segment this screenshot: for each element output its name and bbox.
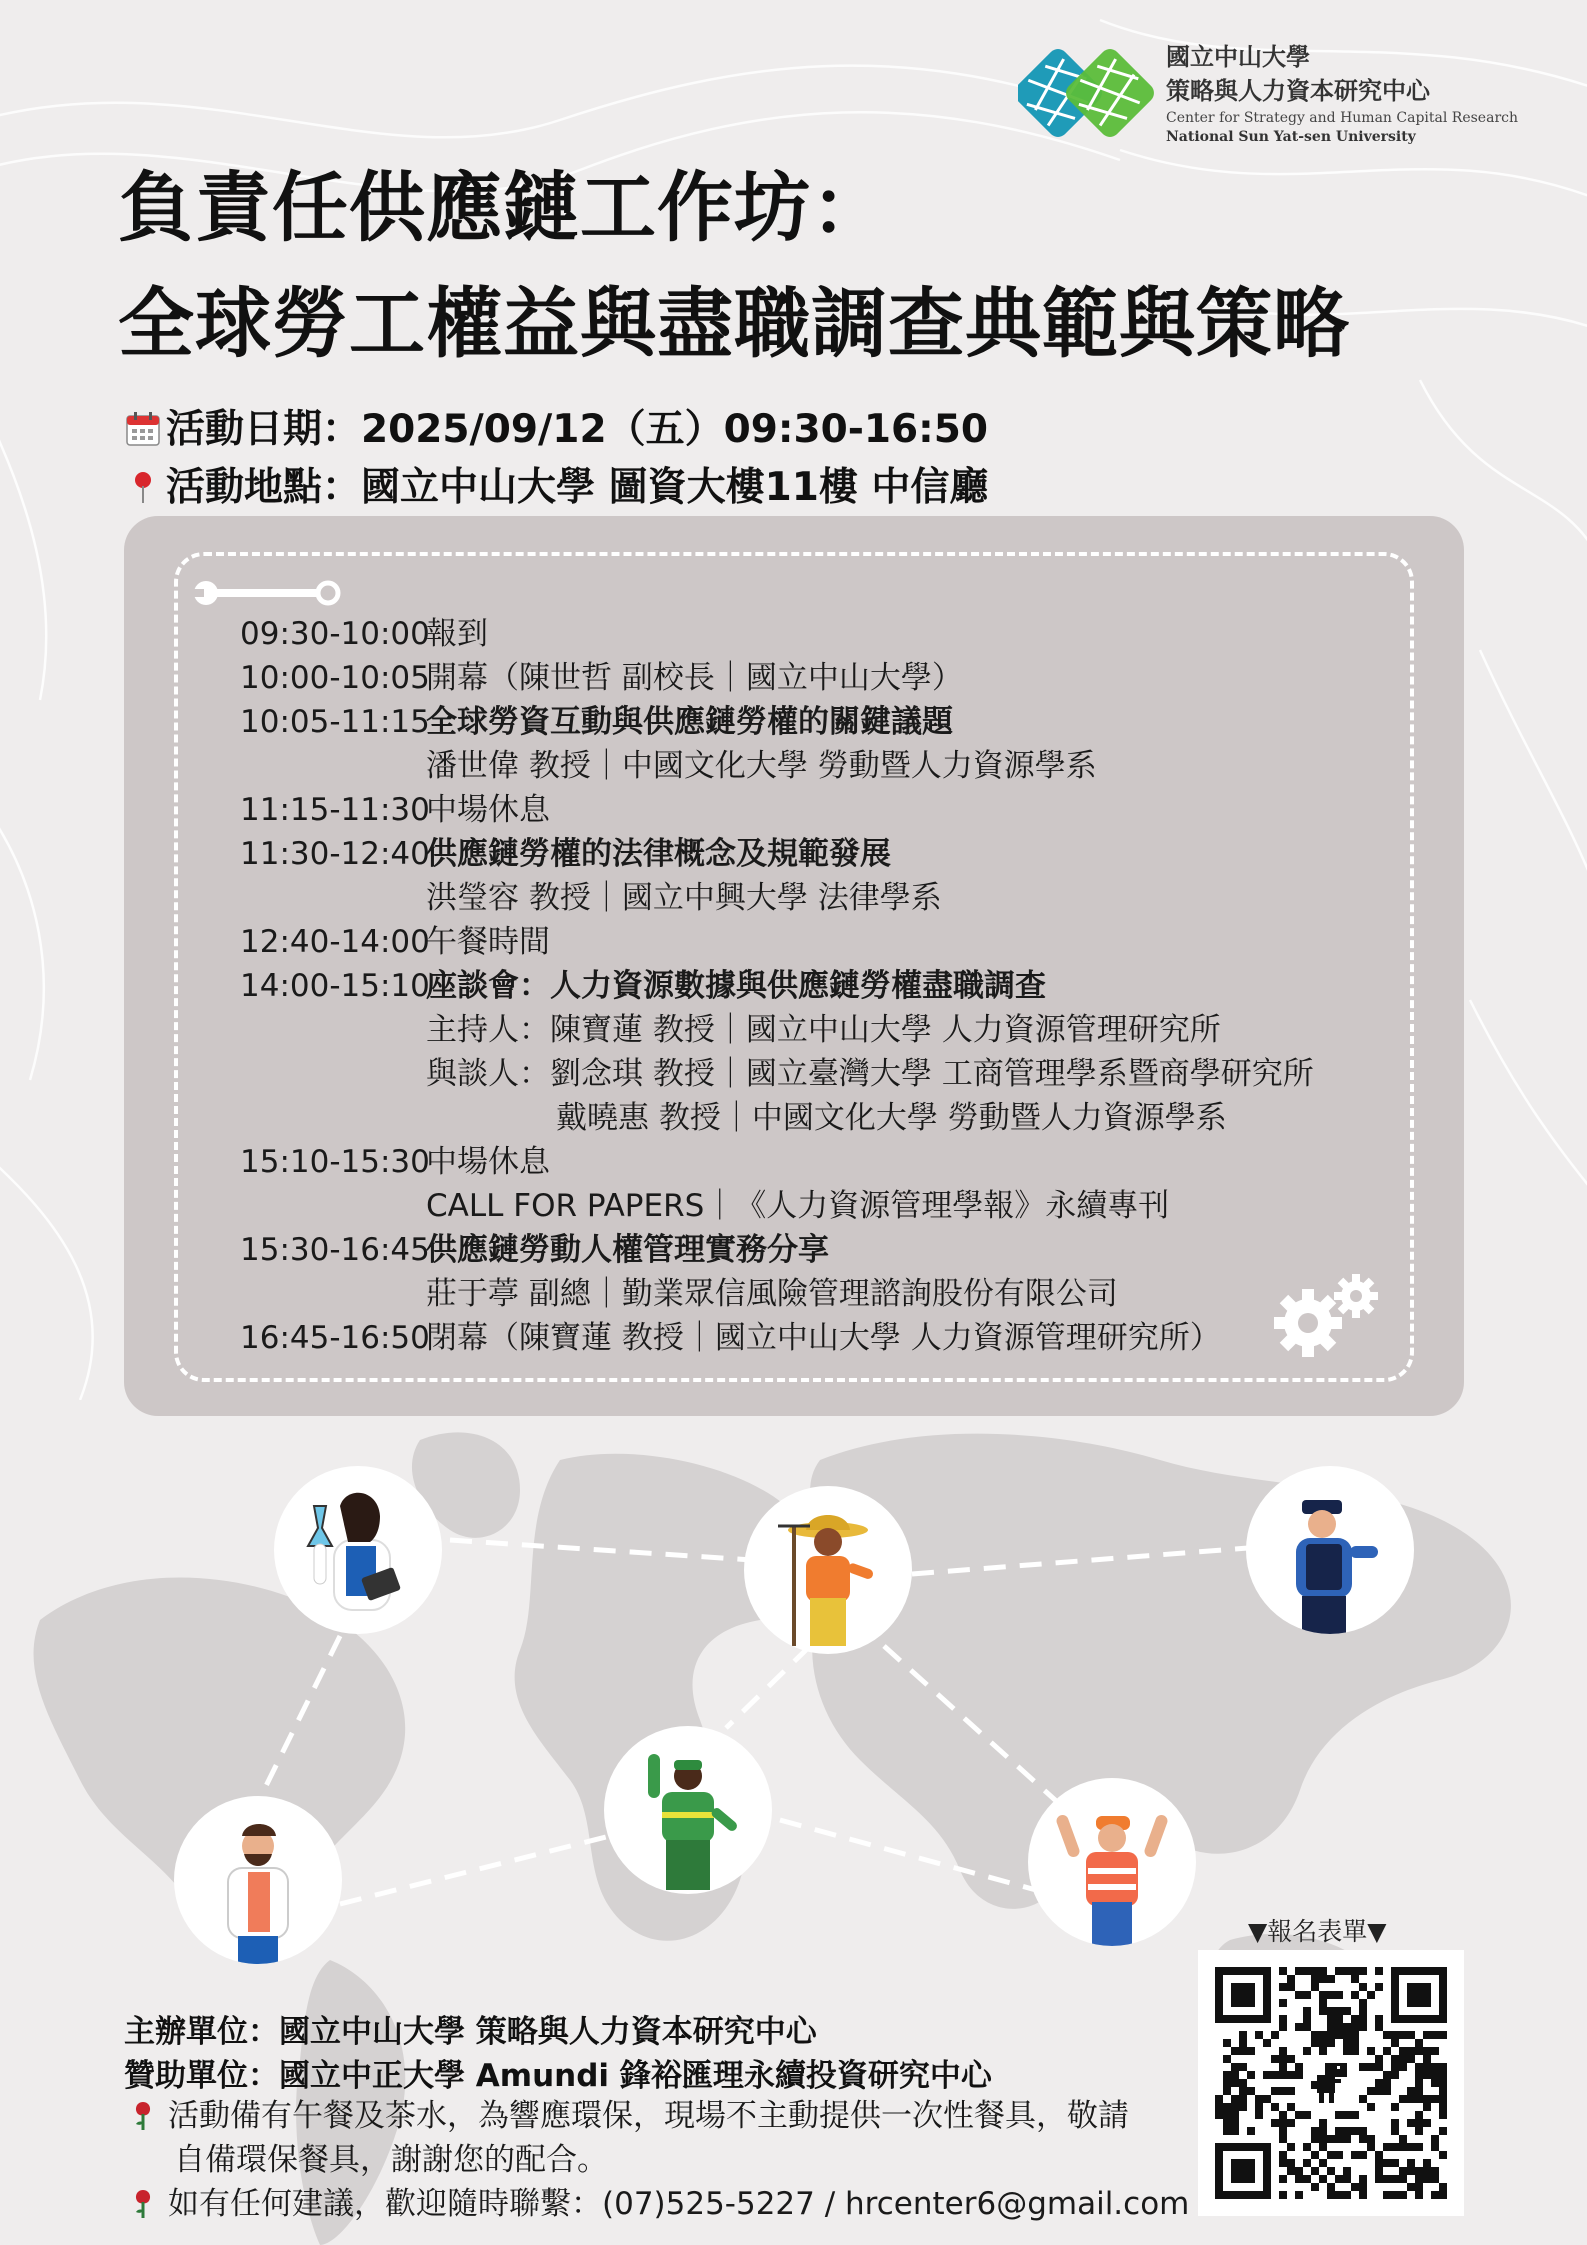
logo-name-en-2: National Sun Yat-sen University xyxy=(1166,129,1416,145)
event-date-text: 活動日期：2025/09/12（五）09:30-16:50 xyxy=(166,407,989,452)
schedule-time: 11:30-12:40 xyxy=(240,836,430,872)
schedule-text: 中場休息 xyxy=(426,1144,550,1180)
speaker-info: 洪瑩容 教授｜國立中興大學 法律學系 xyxy=(426,880,942,916)
schedule-row xyxy=(240,612,1400,656)
schedule-row xyxy=(240,1272,1400,1316)
construction-worker-avatar xyxy=(1028,1778,1196,1946)
calendar-icon xyxy=(124,410,162,448)
schedule-text: 開幕（陳世哲 副校長｜國立中山大學） xyxy=(426,660,963,696)
schedule-text: 午餐時間 xyxy=(426,924,550,960)
center-logo xyxy=(1018,38,1558,148)
sanitation-worker-icon xyxy=(604,1726,772,1894)
schedule-row xyxy=(240,656,1400,700)
registration-qr-code[interactable] xyxy=(1198,1950,1464,2216)
police-avatar xyxy=(1246,1466,1414,1634)
note-eco-line-1: 活動備有午餐及茶水，為響應環保，現場不主動提供一次性餐具，敬請 xyxy=(168,2098,1129,2134)
page-title xyxy=(118,150,1350,382)
call-for-papers: CALL FOR PAPERS｜《人力資源管理學報》永續專刊 xyxy=(426,1188,1170,1224)
schedule-time: 09:30-10:00 xyxy=(240,616,430,652)
note-contact-text: 如有任何建議，歡迎隨時聯繫：(07)525-5227 / hrcenter6@gmail.com xyxy=(168,2186,1190,2222)
construction-worker-icon xyxy=(1028,1778,1196,1946)
schedule-row xyxy=(240,1008,1400,1052)
speaker-info: 戴曉惠 教授｜中國文化大學 勞動暨人力資源學系 xyxy=(556,1100,1227,1136)
farmer-icon xyxy=(744,1486,912,1654)
title-line-2: 全球勞工權益與盡職調查典範與策略 xyxy=(118,279,1350,368)
schedule-time: 14:00-15:10 xyxy=(240,968,430,1004)
schedule-list xyxy=(240,612,1400,1360)
schedule-time: 10:05-11:15 xyxy=(240,704,430,740)
note-eco xyxy=(128,2094,1129,2182)
scientist-icon xyxy=(274,1466,442,1634)
event-location-text: 活動地點：國立中山大學 圖資大樓11樓 中信廳 xyxy=(166,465,989,510)
schedule-text: 報到 xyxy=(426,616,488,652)
organizer: 主辦單位：國立中山大學 策略與人力資本研究中心 xyxy=(124,2014,817,2050)
logo-name-zh-1: 國立中山大學 xyxy=(1166,42,1310,71)
schedule-text: 中場休息 xyxy=(426,792,550,828)
logo-name-zh-2: 策略與人力資本研究中心 xyxy=(1166,76,1430,105)
schedule-row xyxy=(240,700,1400,744)
scientist-avatar xyxy=(274,1466,442,1634)
session-title: 供應鏈勞動人權管理實務分享 xyxy=(426,1232,829,1268)
farmer-avatar xyxy=(744,1486,912,1654)
session-title: 全球勞資互動與供應鏈勞權的關鍵議題 xyxy=(426,704,953,740)
schedule-row xyxy=(240,920,1400,964)
speaker-info: 與談人：劉念琪 教授｜國立臺灣大學 工商管理學系暨商學研究所 xyxy=(426,1056,1314,1092)
schedule-row xyxy=(240,788,1400,832)
event-date xyxy=(124,398,988,454)
schedule-time: 15:10-15:30 xyxy=(240,1144,430,1180)
note-eco-line-2: 自備環保餐具，謝謝您的配合。 xyxy=(174,2142,608,2178)
title-line-1: 負責任供應鏈工作坊： xyxy=(118,163,888,252)
logo-mark-icon xyxy=(1018,38,1168,148)
location-pin-icon xyxy=(124,468,162,506)
wrench-icon xyxy=(192,578,342,608)
doctor-avatar xyxy=(174,1796,342,1964)
schedule-row xyxy=(240,1140,1400,1184)
schedule-row xyxy=(240,832,1400,876)
schedule-row xyxy=(240,964,1400,1008)
speaker-info: 莊于葶 副總｜勤業眾信風險管理諮詢股份有限公司 xyxy=(426,1276,1118,1312)
schedule-row xyxy=(240,1316,1400,1360)
speaker-info: 主持人：陳寶蓮 教授｜國立中山大學 人力資源管理研究所 xyxy=(426,1012,1221,1048)
schedule-row xyxy=(240,1096,1400,1140)
speaker-info: 潘世偉 教授｜中國文化大學 勞動暨人力資源學系 xyxy=(426,748,1097,784)
police-icon xyxy=(1246,1466,1414,1634)
note-contact xyxy=(128,2182,1189,2226)
session-title: 供應鏈勞權的法律概念及規範發展 xyxy=(426,836,891,872)
logo-name-en-1: Center for Strategy and Human Capital Research xyxy=(1166,110,1518,126)
schedule-time: 11:15-11:30 xyxy=(240,792,430,828)
schedule-row xyxy=(240,1228,1400,1272)
event-location xyxy=(124,456,988,512)
schedule-row xyxy=(240,1052,1400,1096)
session-title: 座談會：人力資源數據與供應鏈勞權盡職調查 xyxy=(426,968,1046,1004)
schedule-row xyxy=(240,1184,1400,1228)
schedule-time: 12:40-14:00 xyxy=(240,924,430,960)
sponsor: 贊助單位：國立中正大學 Amundi 鋒裕匯理永續投資研究中心 xyxy=(124,2058,992,2094)
schedule-text: 閉幕（陳寶蓮 教授｜國立中山大學 人力資源管理研究所） xyxy=(426,1320,1221,1356)
schedule-row xyxy=(240,744,1400,788)
qr-label: ▼報名表單▼ xyxy=(1248,1917,1387,1946)
schedule-time: 15:30-16:45 xyxy=(240,1232,430,1268)
schedule-time: 16:45-16:50 xyxy=(240,1320,430,1356)
qr-code xyxy=(1198,1950,1464,2216)
rose-icon xyxy=(128,2098,158,2132)
schedule-time: 10:00-10:05 xyxy=(240,660,430,696)
sanitation-worker-avatar xyxy=(604,1726,772,1894)
schedule-row xyxy=(240,876,1400,920)
doctor-icon xyxy=(174,1796,342,1964)
rose-icon xyxy=(128,2186,158,2220)
